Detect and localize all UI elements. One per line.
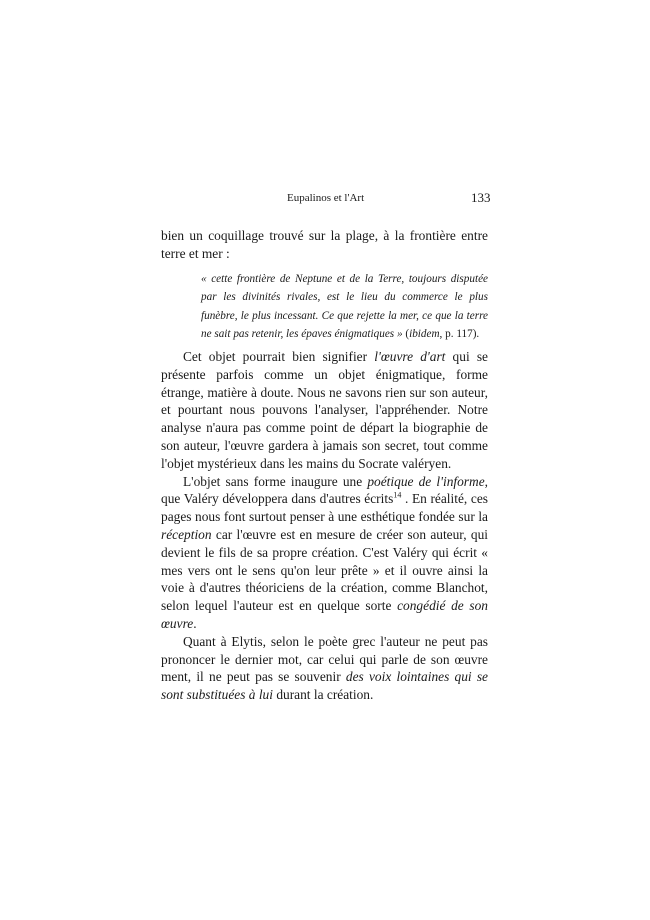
text-run: . (193, 615, 197, 631)
paragraph-formless-poetics (161, 473, 488, 633)
text-run: L'objet sans forme inaugure une (183, 473, 368, 489)
quotation-paragraph (201, 270, 488, 343)
paragraph-elytis (161, 633, 488, 704)
quotation-text: « cette frontière de Neptune et de la Terre, toujours disputée par les divinités rivales, est le lieu du commerce le plus funèbre, le plus incessant. Ce que rejette la mer, ce que la terre ne sait pas retenir, les épaves énigmatiques » (201, 273, 488, 340)
text-run: qui se présente parfois comme un objet énigmatique, forme étrange, matière à doute. Nous ne savons rien sur son auteur, et pourtant nous pouvons l'analyser, l'appréhender. Notre analyse n'aura pas comme point de départ la biographie de son auteur, l'œuvre gardera à jamais son secret, tout comme l'objet mystérieux dans les mains du Socrate valéryen. (161, 349, 488, 471)
italic-run: congédié de son œuvre (161, 598, 488, 631)
italic-run: poétique de l'informe (367, 473, 485, 489)
text-run: car l'œuvre est en mesure de créer son auteur, qui devient le fils de sa propre création. C'est Valéry qui écrit « mes vers ont le sens qu'on leur prête » et il ouvre ainsi la voie à d'autres théoriciens de la création, comme Blanchot, selon lequel l'auteur est en quelque sorte (161, 526, 488, 614)
italic-run: réception (161, 526, 212, 542)
text-run: , que Valéry développera dans d'autres écrits (161, 473, 488, 507)
citation-open: ( (402, 327, 410, 340)
text-run: durant la création. (272, 687, 374, 703)
text-run: . En réalité, ces pages nous font surtout penser à une esthétique fondée sur la (161, 491, 488, 525)
citation-rest: , p. 117). (439, 327, 480, 340)
main-text (161, 348, 488, 704)
continuation-text: bien un coquillage trouvé sur la plage, à la frontière entre terre et mer : (161, 228, 488, 261)
continuation-paragraph (161, 227, 488, 263)
text-run: Cet objet pourrait bien signifier (183, 349, 375, 364)
block-quotation (201, 270, 488, 343)
running-title: Eupalinos et l'Art (287, 192, 365, 204)
footnote-reference[interactable]: 14 (393, 490, 402, 500)
page-number: 133 (471, 190, 491, 205)
text-run: Quant à Elytis, selon le poète grec l'auteur ne peut pas prononcer le dernier mot, car celui qui parle de son œuvre ment, il ne peut pas se souvenir (161, 633, 488, 685)
running-header (0, 189, 650, 207)
italic-run: l'œuvre d'art (374, 349, 446, 364)
paragraph-art-object (161, 348, 488, 473)
citation-source: ibidem (409, 327, 440, 340)
italic-run: des voix lointaines qui se sont substituées à lui (161, 669, 488, 703)
